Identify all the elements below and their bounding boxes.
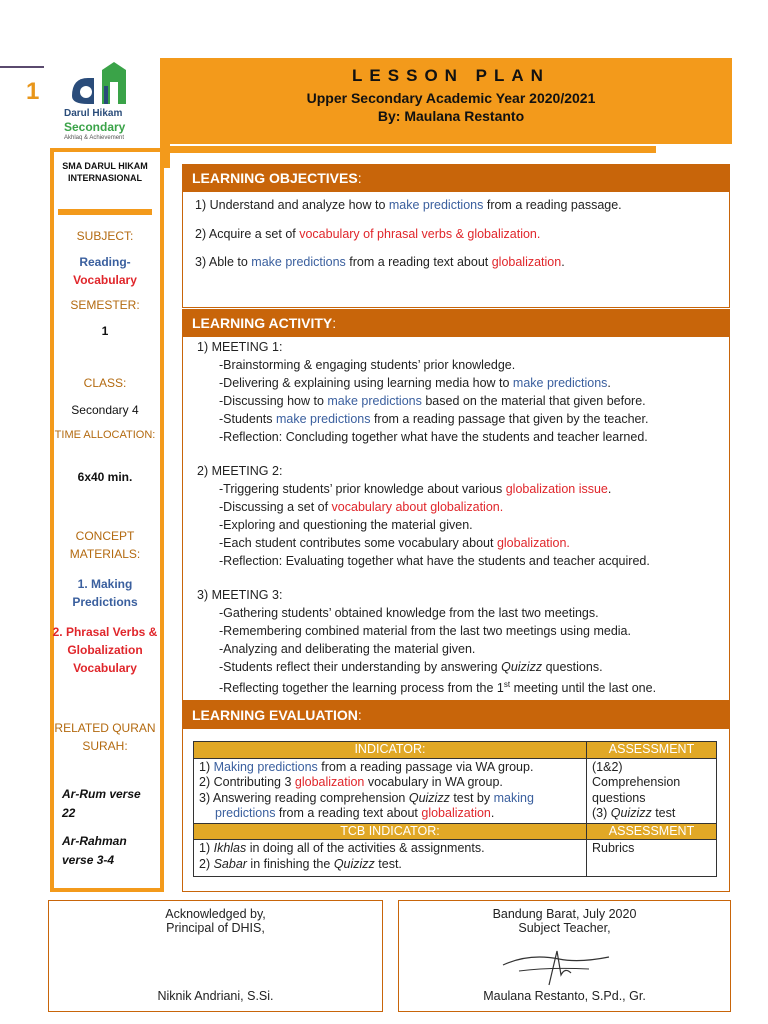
- semester-label: SEMESTER:: [70, 298, 140, 312]
- evaluation-table: [193, 741, 717, 877]
- tcb-indicator-cell: 1) Ikhlas in doing all of the activities & assignments. 2) Sabar in finishing the Quizizz test.: [194, 840, 587, 877]
- indicator-cell: 1) Making predictions from a reading passage via WA group. 2) Contributing 3 globalization vocabulary in WA group. 3) Answering reading comprehension Quizizz test by making predictions from a reading text about globalization.: [194, 758, 587, 823]
- activity-heading: LEARNING ACTIVITY:: [182, 309, 730, 337]
- logo-tagline: Akhlaq & Achievement: [64, 135, 125, 141]
- page-title: LESSON PLAN: [352, 66, 550, 85]
- time-label: TIME ALLOCATION:: [54, 429, 156, 441]
- meeting-2: 2) MEETING 2: -Triggering students’ prior knowledge about various globalization issue. -Discussing a set of vocabulary about globalization. -Exploring and questioning the material given. -Each student contributes some vocabulary about globalization. -Reflection: Evaluating together what have the students and teacher acquired.: [197, 464, 650, 568]
- signature-icon: [499, 945, 619, 989]
- meeting-1: 1) MEETING 1: -Brainstorming & engaging students’ prior knowledge. -Delivering & explaining using learning media how to make predictions. -Discussing how to make predictions based on the material that given before. -Students make predictions from a reading passage that given by the teacher. -Reflection: Concluding together what have the students and teacher learned.: [197, 340, 649, 444]
- logo-subname: Secondary: [64, 120, 126, 134]
- top-rule: [0, 66, 44, 68]
- page-number: 1: [26, 78, 40, 105]
- school-logo-icon: [64, 58, 144, 108]
- assessment-header: ASSESSMENT: [587, 742, 717, 759]
- tcb-assessment-cell: Rubrics: [587, 840, 717, 877]
- principal-signature-box: Acknowledged by, Principal of DHIS, Niknik Andriani, S.Si.: [48, 900, 383, 1012]
- class-label: CLASS:: [83, 376, 127, 390]
- activity-box: [182, 337, 730, 701]
- teacher-signature-box: Bandung Barat, July 2020 Subject Teacher, Maulana Restanto, S.Pd., Gr.: [398, 900, 731, 1012]
- page-subtitle: Upper Secondary Academic Year 2020/2021: [306, 90, 596, 106]
- sidebar-divider: [58, 209, 152, 215]
- school-name: SMA DARUL HIKAM INTERNASIONAL: [62, 161, 148, 183]
- subject-label: SUBJECT:: [76, 229, 134, 243]
- tcb-assessment-header: ASSESSMENT: [587, 823, 717, 840]
- header-underline: [160, 146, 656, 153]
- concept-2: 2. Phrasal Verbs & Globalization Vocabulary: [52, 625, 158, 675]
- quran-1: Ar-Rum verse 22: [62, 787, 141, 820]
- evaluation-heading: LEARNING EVALUATION:: [182, 701, 730, 729]
- objective-2: 2) Acquire a set of vocabulary of phrasal verbs & globalization.: [195, 227, 541, 241]
- semester-value: 1: [101, 324, 109, 338]
- page-author: By: Maulana Restanto: [377, 108, 525, 124]
- subject-value: Reading- Vocabulary: [73, 255, 137, 287]
- table-row: [194, 758, 717, 823]
- quran-label: RELATED QURAN SURAH:: [54, 721, 156, 753]
- concept-1: 1. Making Predictions: [72, 577, 138, 609]
- objective-1: 1) Understand and analyze how to make predictions from a reading passage.: [195, 198, 622, 212]
- tcb-indicator-header: TCB INDICATOR:: [194, 823, 587, 840]
- assessment-cell: (1&2) Comprehension questions (3) Quizizz test: [587, 758, 717, 823]
- objective-3: 3) Able to make predictions from a reading text about globalization.: [195, 255, 565, 269]
- meeting-3: 3) MEETING 3: -Gathering students’ obtained knowledge from the last two meetings. -Remembering combined material from the last two meetings using media. -Analyzing and deliberating the material given. -Students reflect their understanding by answering Quizizz questions. -Reflecting together the learning process from the 1st meeting until the last one.: [197, 588, 657, 696]
- objectives-heading: LEARNING OBJECTIVES:: [182, 164, 730, 192]
- principal-name: Niknik Andriani, S.Si.: [157, 989, 274, 1003]
- quran-2: Ar-Rahman verse 3-4: [62, 834, 127, 867]
- evaluation-box: [182, 729, 730, 892]
- objectives-box: [182, 192, 730, 308]
- indicator-header: INDICATOR:: [194, 742, 587, 759]
- teacher-name: Maulana Restanto, S.Pd., Gr.: [483, 989, 646, 1003]
- table-row: [194, 840, 717, 877]
- class-value: Secondary 4: [71, 403, 139, 417]
- title-band: [170, 58, 732, 144]
- time-value: 6x40 min.: [77, 470, 133, 484]
- logo-name: Darul Hikam: [64, 108, 123, 119]
- concept-label: CONCEPT MATERIALS:: [69, 529, 141, 561]
